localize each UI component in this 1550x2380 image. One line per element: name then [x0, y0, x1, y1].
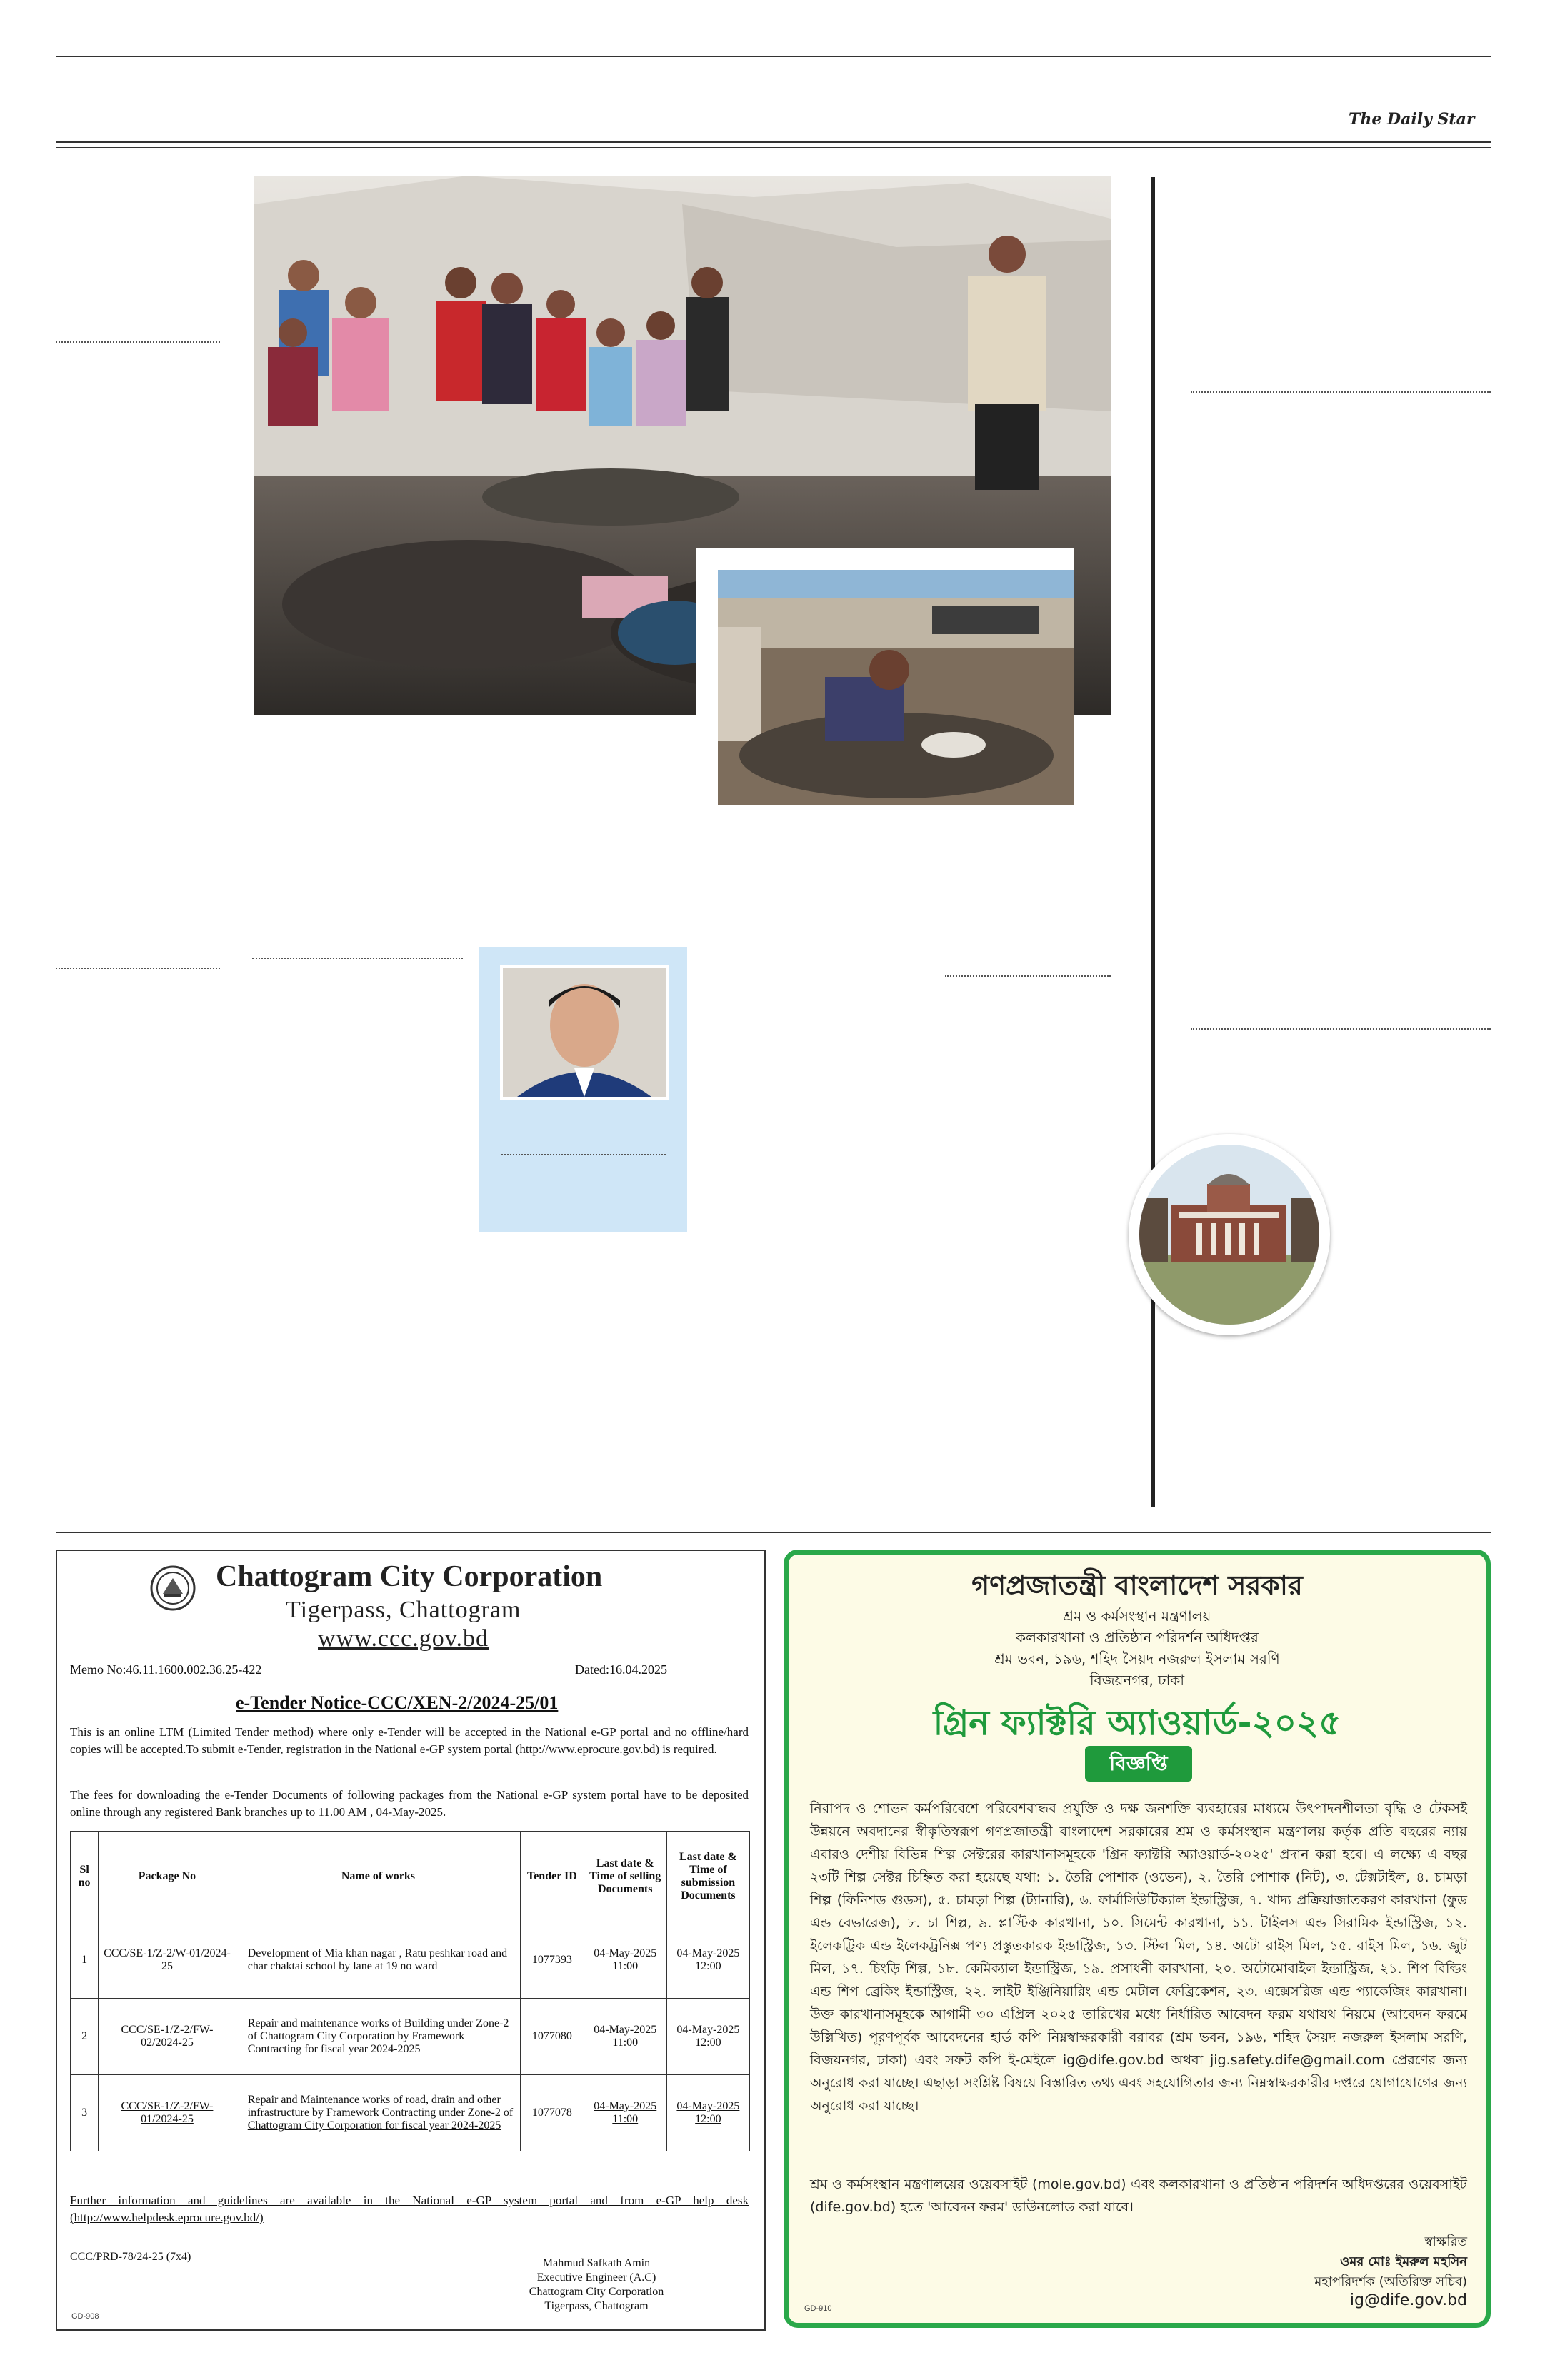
bd-signed: স্বাক্ষরিত	[1424, 2234, 1467, 2249]
table-row	[71, 1999, 750, 2075]
bd-email[interactable]: ig@dife.gov.bd	[1349, 2291, 1467, 2309]
table-cell: Development of Mia khan nagar , Ratu peshkar road and char chaktai school by lane at 19 no ward	[236, 1922, 520, 1999]
bd-designation: মহাপরিদর্শক (অতিরিক্ত সচিব)	[1314, 2274, 1467, 2289]
ccc-title: Chattogram City Corporation	[216, 1560, 603, 1593]
bd-body-text: নিরাপদ ও শোভন কর্মপরিবেশে পরিবেশবান্ধব প্রযুক্তি ও দক্ষ জনশক্তি ব্যবহারের মাধ্যমে উৎপাদনশীলতা বৃদ্ধি ও টেকসই উন্নয়নে অবদানের স্বীকৃতিস্বরূপ গণপ্রজাতন্ত্রী বাংলাদেশ সরকারের শ্রম ও কর্মসংস্থান মন্ত্রণালয় কর্তৃক প্রতি বছরের ন্যায় এবারও দেশীয় বিভিন্ন শিল্প সেক্টরের কারখানাসমূহকে 'গ্রিন ফ্যাক্টরি অ্যাওয়ার্ড-২০২৫' প্রদান করা হবে। এ লক্ষ্যে এ বছর ২৩টি শিল্প সেক্টর চিহ্নিত করা হয়েছে যথা: ১. তৈরি পোশাক (ওভেন), ২. তৈরি পোশাক (নিট), ৩. টেক্সটাইল, ৪. চামড়া শিল্প (ফিনিশড গুডস), ৫. চামড়া শিল্প (ট্যানারি), ৬. ফার্মাসিউটিক্যাল ইন্ডাস্ট্রিজ, ৭. খাদ্য প্রক্রিয়াজাতকরণ কারখানা (ফুড এন্ড বেভারেজ), ৮. চা শিল্প, ৯. প্লাস্টিক কারখানা, ১০. সিমেন্ট কারখানা, ১১. টাইলস এন্ড সিরামিক ইন্ডাস্ট্রিজ, ১২. ইলেকট্রিক এন্ড ইলেকট্রনিক্স পণ্য প্রস্তুতকারক ইন্ডাস্ট্রিজ, ১৩. স্টিল মিল, ১৪. অটো রাইস মিল, ১৫. রাইস মিল, ১৬. জুট মিল, ১৭. চিংড়ি শিল্প, ১৮. কেমিক্যাল ইন্ডাস্ট্রিজ, ১৯. প্রসাধনী কারখানা, ২০. অটোমোবাইল ইন্ডাস্ট্রিজ, ২১. শিপ বিল্ডিং এন্ড শিপ ব্রেকিং ইন্ডাস্ট্রিজ, ২২. লাইট ইঞ্জিনিয়ারিং এন্ড মেটাল ফেব্রিকেশন, ২৩. এক্সেসরিজ এন্ড প্যাকেজিং কারখানা। উক্ত কারখানাসমূহকে আগামী ৩০ এপ্রিল ২০২৫ তারিখের মধ্যে নির্ধারিত আবেদন ফরম যথাযথ নিয়মে (আবেদন ফরমে উল্লিখিত) পূরণপূর্বক আবেদনের হার্ড কপি নিম্নস্বাক্ষরকারী বরাবর (শ্রম ভবন, ১৯৬, শহিদ সৈয়দ নজরুল ইসলাম সরণি, বিজয়নগর, ঢাকা) এবং সফট কপি ই-মেইলে ig@dife.gov.bd অথবা jig.safety.dife@gmail.com প্রেরণের জন্য অনুরোধ করা যাচ্ছে। এছাড়া সংশ্লিষ্ট বিষয়ে বিস্তারিত তথ্য এবং সহযোগিতার জন্য নিম্নস্বাক্ষরকারীর দপ্তরে যোগাযোগের জন্য অনুরোধ করা যাচ্ছে।	[810, 1801, 1467, 2114]
table-cell: 3	[71, 2075, 99, 2151]
table-cell: 04-May-2025 12:00	[666, 2075, 749, 2151]
ccc-gd-code: GD-908	[71, 2312, 99, 2321]
table-cell: CCC/SE-1/Z-2/FW-02/2024-25	[99, 1999, 236, 2075]
table-header: Tender ID	[521, 1832, 584, 1922]
ccc-logo-icon	[150, 1565, 196, 1611]
bd-ministry: শ্রম ও কর্মসংস্থান মন্ত্রণালয়	[1063, 1607, 1211, 1625]
table-header: Name of works	[236, 1832, 520, 1922]
dotted-divider	[1191, 391, 1491, 393]
table-cell: 04-May-2025 11:00	[584, 1999, 666, 2075]
table-header: Sl no	[71, 1832, 99, 1922]
bd-address-1: শ্রম ভবন, ১৯৬, শহিদ সৈয়দ নজরুল ইসলাম সরণি	[994, 1650, 1280, 1667]
table-header: Last date & Time of submission Documents	[666, 1832, 749, 1922]
dotted-divider	[945, 975, 1111, 977]
bd-notice-badge: বিজ্ঞপ্তি	[1085, 1746, 1192, 1782]
bd-download-note: শ্রম ও কর্মসংস্থান মন্ত্রণালয়ের ওয়েবসাইট (mole.gov.bd) এবং কলকারখানা ও প্রতিষ্ঠান পরিদর্শন অধিদপ্তরের ওয়েবসাইট (dife.gov.bd) হতে 'আবেদন ফরম' ডাউনলোড করা যাবে।	[810, 2176, 1467, 2215]
bd-gd-code: GD-910	[804, 2304, 832, 2313]
table-cell: CCC/SE-1/Z-2/FW-01/2024-25	[99, 2075, 236, 2151]
table-header-row	[71, 1832, 750, 1922]
ads-separator-rule	[56, 1532, 1491, 1533]
ccc-tender-ad	[56, 1550, 766, 2331]
ccc-prd-code: CCC/PRD-78/24-25 (7x4)	[70, 2251, 191, 2263]
bd-gov-title: গণপ্রজাতন্ত্রী বাংলাদেশ সরকার	[971, 1570, 1303, 1601]
portrait-panel	[479, 947, 687, 1232]
table-cell: Repair and Maintenance works of road, drain and other infrastructure by Framework Contracting under Zone-2 of Chattogram City Corporation for fiscal year 2024-2025	[236, 2075, 520, 2151]
table-cell: 04-May-2025 11:00	[584, 1922, 666, 1999]
table-cell: 1077080	[521, 1999, 584, 2075]
ccc-paragraph-1: This is an online LTM (Limited Tender method) where only e-Tender will be accepted in the National e-GP portal and no offline/hard copies will be accepted.To submit e-Tender, registration in the National e-GP system portal (http://www.eprocure.gov.bd) is required.	[70, 1725, 749, 1756]
dotted-divider	[252, 958, 463, 959]
ccc-date: Dated:16.04.2025	[575, 1662, 667, 1677]
ccc-memo-no: Memo No:46.11.1600.002.36.25-422	[70, 1662, 262, 1677]
green-factory-award-ad	[784, 1550, 1491, 2328]
dotted-divider	[1191, 1028, 1491, 1030]
table-cell: 1077078	[521, 2075, 584, 2151]
table-header: Last date & Time of selling Documents	[584, 1832, 666, 1922]
table-row	[71, 2075, 750, 2151]
header-rule-2	[56, 147, 1491, 148]
bd-award-title: গ্রিন ফ্যাক্টরি অ্যাওয়ার্ড-২০২৫	[933, 1703, 1341, 1743]
table-header: Package No	[99, 1832, 236, 1922]
table-cell: 04-May-2025 12:00	[666, 1922, 749, 1999]
signatory-title: Executive Engineer (A.C)	[536, 2271, 656, 2284]
news-photo-building	[1129, 1134, 1330, 1335]
bd-department: কলকারখানা ও প্রতিষ্ঠান পরিদর্শন অধিদপ্তর	[1016, 1629, 1259, 1646]
signatory-name: Mahmud Safkath Amin	[542, 2257, 651, 2269]
ccc-address: Tigerpass, Chattogram	[286, 1597, 521, 1623]
dotted-divider	[56, 968, 220, 969]
ccc-tender-table	[70, 1831, 750, 2151]
table-cell: Repair and maintenance works of Building under Zone-2 of Chattogram City Corporation by Framework Contracting for fiscal year 2024-2025	[236, 1999, 520, 2075]
table-cell: CCC/SE-1/Z-2/W-01/2024-25	[99, 1922, 236, 1999]
table-cell: 1077393	[521, 1922, 584, 1999]
dotted-divider	[56, 341, 220, 343]
column-divider	[1151, 177, 1155, 1507]
ccc-paragraph-2: The fees for downloading the e-Tender Documents of following packages from the National e-GP system portal have to be deposited online through any registered Bank branches up to 11.00 AM , 04-May-2025.	[70, 1788, 749, 1819]
portrait-photo	[503, 968, 666, 1097]
bd-signatory-name: ওমর মোঃ ইমরুল মহসিন	[1340, 2254, 1467, 2269]
ccc-signatory	[514, 2256, 679, 2314]
masthead-logo: The Daily Star	[1349, 110, 1475, 129]
header-rule-1	[56, 141, 1491, 143]
signatory-place: Tigerpass, Chattogram	[544, 2300, 649, 2312]
ccc-further-info: Further information and guidelines are available in the National e-GP system portal and from e-GP help desk (http://www.helpdesk.eprocure.gov.bd/)	[70, 2194, 749, 2224]
news-photo-inset-boy	[696, 548, 1074, 805]
table-cell: 2	[71, 1999, 99, 2075]
ccc-website-link[interactable]: www.ccc.gov.bd	[318, 1625, 489, 1652]
dotted-divider	[501, 1154, 666, 1155]
ccc-notice-title: e-Tender Notice-CCC/XEN-2/2024-25/01	[236, 1692, 559, 1713]
table-cell: 1	[71, 1922, 99, 1999]
table-cell: 04-May-2025 11:00	[584, 2075, 666, 2151]
table-row	[71, 1922, 750, 1999]
signatory-org: Chattogram City Corporation	[529, 2286, 664, 2298]
table-cell: 04-May-2025 12:00	[666, 1999, 749, 2075]
bd-address-2: বিজয়নগর, ঢাকা	[1089, 1672, 1185, 1689]
top-rule	[56, 56, 1491, 57]
